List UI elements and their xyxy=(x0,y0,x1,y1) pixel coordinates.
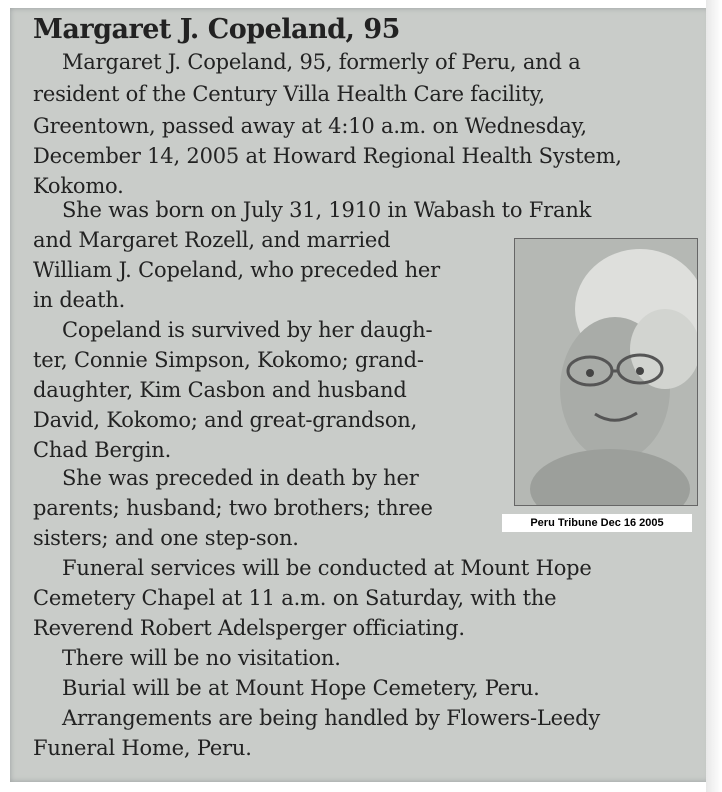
body-line: David, Kokomo; and great-grandson, xyxy=(33,408,418,432)
body-line: Arrangements are being handled by Flowers-Leedy xyxy=(62,706,601,730)
body-line: She was born on July 31, 1910 in Wabash to Frank xyxy=(62,198,592,222)
body-line: Greentown, passed away at 4:10 a.m. on Wednesday, xyxy=(33,114,587,138)
body-line: Reverend Robert Adelsperger officiating. xyxy=(33,616,465,640)
body-line: Funeral services will be conducted at Mount Hope xyxy=(62,556,592,580)
body-line: She was preceded in death by her xyxy=(62,466,419,490)
portrait-photo xyxy=(514,238,698,506)
body-line: There will be no visitation. xyxy=(62,646,341,670)
body-line: Funeral Home, Peru. xyxy=(33,736,252,760)
page-edge xyxy=(706,0,722,792)
body-line: Chad Bergin. xyxy=(33,438,172,462)
body-line: Burial will be at Mount Hope Cemetery, Peru. xyxy=(62,676,540,700)
body-line: December 14, 2005 at Howard Regional Health System, xyxy=(33,144,622,168)
body-line: William J. Copeland, who preceded her xyxy=(33,258,440,282)
body-line: Cemetery Chapel at 11 a.m. on Saturday, with the xyxy=(33,586,557,610)
body-line: Margaret J. Copeland, 95, formerly of Peru, and a xyxy=(62,50,581,74)
body-line: and Margaret Rozell, and married xyxy=(33,228,391,252)
body-line: parents; husband; two brothers; three xyxy=(33,496,433,520)
body-line: resident of the Century Villa Health Care facility, xyxy=(33,82,545,106)
body-line: daughter, Kim Casbon and husband xyxy=(33,378,407,402)
photo-caption: Peru Tribune Dec 16 2005 xyxy=(502,514,692,532)
body-line: sisters; and one step-son. xyxy=(33,526,299,550)
body-line: ter, Connie Simpson, Kokomo; grand- xyxy=(33,348,424,372)
body-line: Kokomo. xyxy=(33,174,124,198)
body-line: Copeland is survived by her daugh- xyxy=(62,318,433,342)
portrait-image xyxy=(515,239,697,505)
obituary-headline: Margaret J. Copeland, 95 xyxy=(33,14,400,45)
body-line: in death. xyxy=(33,288,126,312)
